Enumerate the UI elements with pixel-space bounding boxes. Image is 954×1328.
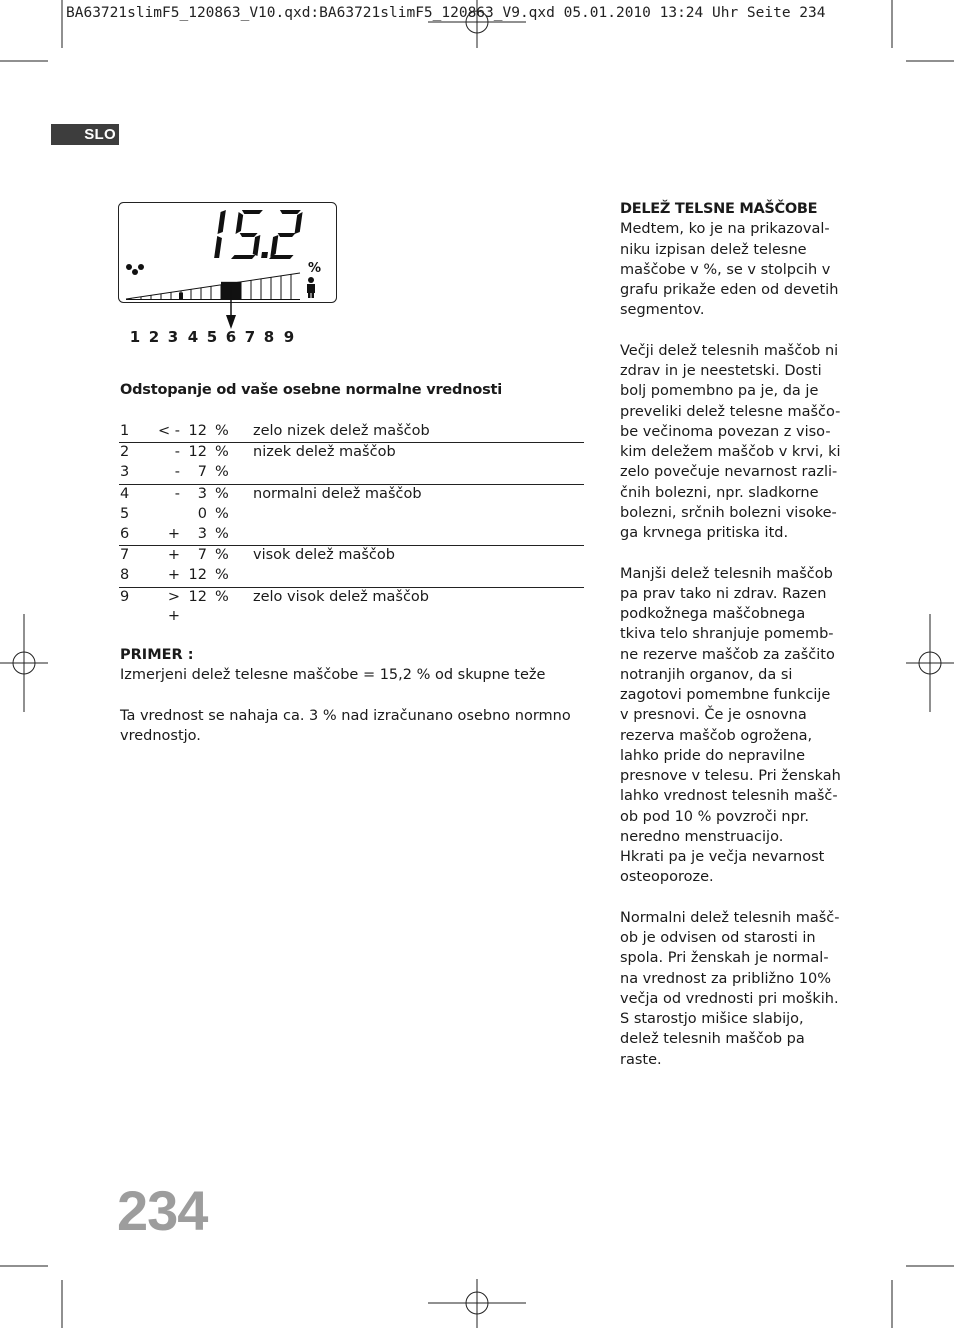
sign-cell: +	[154, 525, 180, 546]
registration-mark-bottom	[428, 1279, 526, 1328]
description-cell: zelo visok delež maščob	[253, 588, 429, 605]
text-line: bolj pomembno pa je, da je	[620, 383, 819, 400]
table-row	[119, 422, 584, 443]
text-line: čnih bolezni, npr. sladkorne	[620, 484, 819, 501]
example-title: PRIMER :	[120, 647, 194, 663]
text-line: delež telesnih maščob pa	[620, 1031, 805, 1048]
value-cell: 12	[188, 588, 207, 605]
table-row	[119, 484, 584, 505]
segment-number: 8	[263, 328, 275, 346]
sign-cell: < -	[154, 422, 180, 443]
text-line: ob pod 10 % povzroči npr.	[620, 808, 810, 825]
sign-cell: -	[154, 463, 180, 484]
deviation-heading: Odstopanje od vaše osebne normalne vrednosti	[120, 382, 503, 398]
example-section	[120, 645, 590, 746]
text-line: Medtem, ko je na prikazoval-	[620, 221, 830, 238]
registration-mark-right	[906, 614, 954, 712]
text-line: podkožnega maščobnega	[620, 606, 806, 622]
text-line: ob je odvisen od starosti in	[620, 930, 816, 946]
value-cell: 12	[188, 444, 207, 461]
text-line: maščobe v %, se v stolpcih v	[620, 261, 831, 278]
text-line: preveliki delež telesne maščo-	[620, 403, 841, 420]
unit-cell: %	[207, 422, 253, 443]
sign-cell: -	[174, 444, 180, 461]
segment-cell: 8	[119, 566, 154, 587]
example-measurement: Izmerjeni delež telesne maščobe = 15,2 % od skupne teže	[120, 667, 546, 684]
description-cell: normalni delež maščob	[253, 485, 422, 502]
description-cell	[253, 566, 584, 587]
sign-cell: +	[167, 547, 180, 564]
bar-segment	[179, 292, 183, 299]
description-cell: zelo nizek delež maščob	[253, 422, 584, 443]
language-tab: SLO	[51, 124, 119, 145]
text-line: tkiva telo shranjuje pomemb-	[620, 626, 834, 643]
text-line: osteoporoze.	[620, 869, 714, 886]
description-cell	[253, 505, 584, 525]
segment-number: 1	[129, 328, 141, 346]
text-line: segmentov.	[620, 302, 705, 319]
description-cell: visok delež maščob	[253, 547, 395, 564]
deviation-table	[119, 422, 584, 626]
unit-cell: %	[215, 547, 229, 564]
text-line: spola. Pri ženskah je normal-	[620, 950, 829, 967]
text-line: lahko pride do nepravilne	[620, 747, 805, 764]
print-header: BA63721slimF5_120863_V10.qxd:BA63721slimF5_120863_V9.qxd 05.01.2010 13:24 Uhr Seite 234	[66, 5, 826, 21]
text-line: neredno menstruacijo.	[620, 828, 784, 845]
example-explanation-line: Ta vrednost se nahaja ca. 3 % nad izračunano osebno normno	[120, 707, 571, 724]
segment-cell: 3	[119, 463, 154, 484]
value-cell: 12	[180, 566, 207, 587]
segment-cell: 4	[120, 485, 130, 502]
unit-cell: %	[215, 588, 229, 605]
text-line: presnove v telesu. Pri ženskah	[620, 768, 841, 784]
unit-cell: %	[207, 525, 253, 546]
text-line: na vrednost za približno 10%	[620, 970, 832, 987]
value-cell: 3	[180, 525, 207, 546]
text-line: raste.	[620, 1051, 662, 1068]
value-cell: 7	[197, 547, 207, 564]
text-line: zdrav in je neestetski. Dosti	[620, 363, 822, 379]
text-line: Normalni delež telesnih mašč-	[620, 909, 840, 926]
segment-cell: 6	[119, 525, 154, 546]
table-row	[119, 525, 584, 546]
segment-number: 7	[244, 328, 256, 346]
unit-cell: %	[215, 505, 229, 522]
segment-cell: 1	[119, 422, 154, 443]
text-line: rezerva maščob ogrožena,	[620, 727, 813, 744]
value-cell: 3	[197, 485, 207, 502]
paragraph-1	[620, 219, 845, 320]
text-line: kim deležem maščob v krvi, ki	[620, 444, 841, 460]
table-row	[119, 443, 584, 464]
table-row	[119, 587, 584, 626]
unit-cell: %	[215, 444, 229, 461]
registration-mark-top	[428, 0, 526, 48]
segment-number: 5	[206, 328, 218, 346]
text-line: Večji delež telesnih maščob ni	[620, 342, 839, 359]
text-line: S starostjo mišice slabijo,	[620, 1011, 804, 1027]
table-row	[119, 505, 584, 525]
value-cell: 7	[180, 463, 207, 484]
table-row	[119, 463, 584, 484]
text-line: zelo povečuje nevarnost razli-	[620, 464, 838, 481]
text-line: večja od vrednosti pri moških.	[620, 990, 839, 1007]
description-cell	[253, 463, 584, 484]
table-row	[119, 546, 584, 567]
text-line: zagotovi pomembne funkcije	[620, 687, 831, 703]
paragraph-4	[620, 908, 845, 1070]
body-fat-title: DELEŽ TELSNE MAŠČOBE	[620, 201, 818, 217]
text-line: grafu prikaže eden od devetih	[620, 282, 839, 298]
text-line: Hkrati pa je večja nevarnost	[620, 849, 825, 865]
text-line: be večinoma povezan z viso-	[620, 423, 831, 440]
text-line: bolezni, srčnih bolezni visoke-	[620, 504, 837, 521]
unit-cell: %	[215, 485, 229, 502]
page-number: 234	[117, 1179, 208, 1242]
sign-cell	[154, 505, 180, 525]
scale-lcd-display	[118, 202, 338, 332]
segment-number: 2	[148, 328, 160, 346]
unit-cell: %	[207, 463, 253, 484]
segment-number: 4	[187, 328, 199, 346]
unit-cell: %	[207, 566, 253, 587]
segment-cell: 5	[120, 505, 130, 522]
text-line: notranjih organov, da si	[620, 666, 793, 683]
text-line: niku izpisan delež telesne	[620, 241, 807, 258]
value-cell: 0	[197, 505, 207, 522]
text-line: v presnovi. Če je osnovna	[620, 707, 807, 724]
paragraph-3	[620, 564, 845, 888]
segment-number: 9	[283, 328, 295, 346]
text-line: pa prav tako ni zdrav. Razen	[620, 585, 827, 602]
segment-number: 3	[167, 328, 179, 346]
text-line: ne rezerve maščob za zaščito	[620, 646, 835, 663]
sign-cell: +	[154, 566, 180, 587]
example-explanation-line: vrednostjo.	[120, 727, 201, 744]
value-cell: 12	[180, 422, 207, 443]
paragraph-2	[620, 341, 845, 544]
table-row	[119, 566, 584, 587]
sign-cell: > +	[167, 588, 180, 624]
sign-cell: -	[174, 485, 180, 502]
description-cell: nizek delež maščob	[253, 444, 396, 461]
lcd-percent-symbol: %	[308, 261, 322, 276]
text-line: lahko vrednost telesnih mašč-	[620, 788, 838, 805]
segment-cell: 2	[120, 444, 130, 461]
segment-numbers	[127, 328, 297, 350]
segment-cell: 7	[120, 547, 130, 564]
body-fat-info-column	[620, 199, 845, 1070]
segment-number: 6	[225, 328, 237, 346]
description-cell	[253, 525, 584, 546]
segment-cell: 9	[120, 588, 130, 605]
registration-mark-left	[0, 614, 48, 712]
text-line: Manjši delež telesnih maščob	[620, 565, 833, 582]
text-line: ga krvnega pritiska itd.	[620, 525, 789, 541]
